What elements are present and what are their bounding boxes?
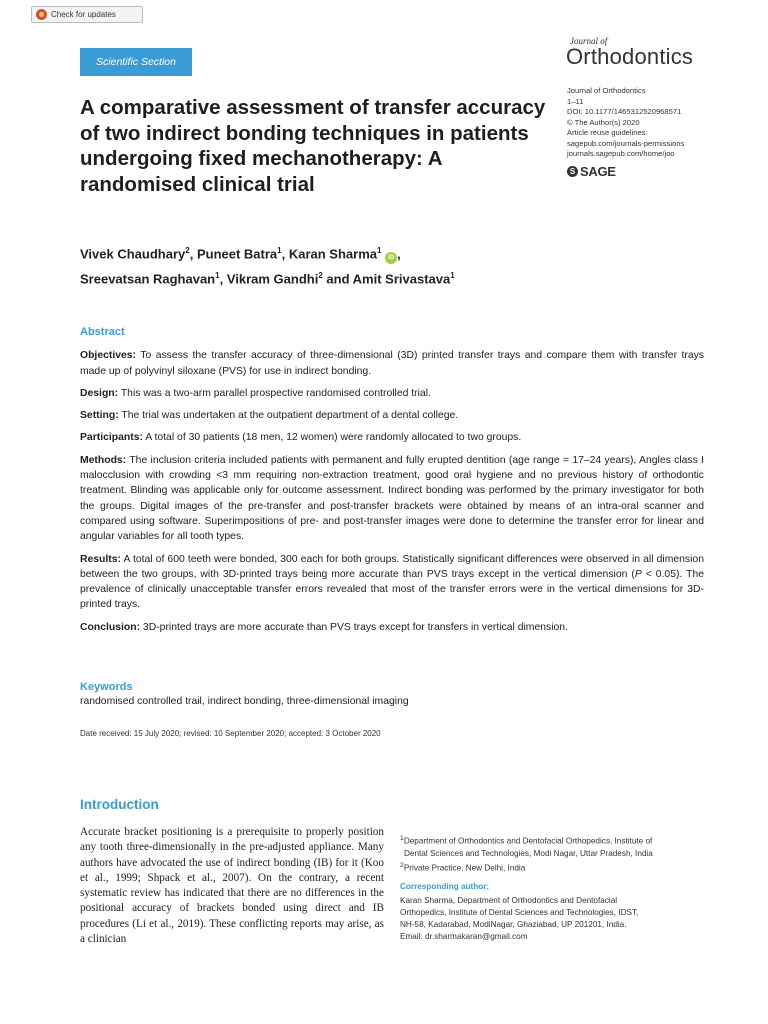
abstract [80, 325, 704, 642]
abstract-objectives [80, 348, 704, 379]
author-name[interactable]: Sreevatsan Raghavan [80, 271, 216, 287]
abstract-text: 3D-printed trays are more accurate than PVS trays except for transfers in vertical dimension. [142, 621, 568, 633]
meta-permissions-link[interactable]: sagepub.com/journals-permissions [567, 138, 685, 148]
article-title: A comparative assessment of transfer accuracy of two indirect bonding techniques in patients undergoing fixed mechanotherapy: A randomised clinical trial [80, 96, 546, 196]
abstract-conclusion [80, 620, 704, 635]
sage-label: SAGE [580, 164, 616, 179]
keywords-text: randomised controlled trail, indirect bonding, three-dimensional imaging [80, 696, 409, 707]
abstract-design [80, 386, 704, 401]
affiliation-text: Private Practice, New Delhi, India [403, 863, 526, 873]
abstract-text: A total of 600 teeth were bonded, 300 each for both groups. Statistically significant differences were observed in all dimension between the two groups, with 3D-printed trays being more accurate than PVS trays except in the vertical dimension ( [80, 553, 704, 580]
abstract-setting [80, 408, 704, 423]
affil-mark: 2 [400, 861, 404, 869]
check-for-updates-label: Check for updates [51, 10, 116, 19]
corresponding-author-body [400, 895, 720, 943]
affiliation-1-cont: Dental Sciences and Technologies, Modi Nagar, Uttar Pradesh, India [404, 848, 653, 858]
author-name[interactable]: Karan Sharma [288, 246, 377, 262]
abstract-text: The trial was undertaken at the outpatient department of a dental college. [121, 410, 459, 422]
abstract-heading: Abstract [80, 326, 125, 338]
introduction-body: Accurate bracket positioning is a prerequisite to properly position any tooth three-dimensionally in the pre-adjusted appliance. Many authors have advocated the use of indirect bonding (IB) for it (Koo et al., 1999; Shpack et al., 2007). On the contrary, a recent systematic review has indicated that there are no differences in the positional accuracy of brackets bonded using direct and IB procedures (Li et al., 2019). These conflicting reports may arise, as a clinician [80, 826, 384, 946]
author-affil-mark: 2 [185, 246, 190, 255]
abstract-label: Results: [80, 553, 121, 565]
author-and: and [326, 271, 350, 287]
author-name[interactable]: Puneet Batra [196, 246, 278, 262]
meta-copyright: © The Author(s) 2020 [567, 117, 640, 127]
sage-logo [567, 164, 616, 179]
author-affil-mark: 1 [277, 246, 282, 255]
corresponding-author-heading: Corresponding author: [400, 882, 490, 891]
corresponding-line: NH-58, Kadarabad, ModiNagar, Ghaziabad, UP 201201, India. [400, 920, 627, 929]
meta-home-link[interactable]: journals.sagepub.com/home/joo [567, 149, 675, 158]
corresponding-line: Orthopedics, Institute of Dental Sciences and Technologies, IDST, [400, 908, 639, 917]
check-for-updates-button[interactable] [31, 6, 143, 23]
keywords-heading: Keywords [80, 681, 133, 693]
abstract-label: Setting: [80, 410, 119, 422]
abstract-label: Conclusion: [80, 621, 141, 633]
journal-of-label: Journal of [570, 36, 608, 46]
abstract-label: Objectives: [80, 350, 137, 362]
meta-reuse: Article reuse guidelines: [567, 128, 648, 137]
abstract-label: Methods: [80, 454, 127, 466]
affiliation-1 [400, 833, 720, 848]
section-tag: Scientific Section [80, 48, 192, 76]
check-for-updates-icon [36, 9, 47, 20]
introduction-heading: Introduction [80, 797, 159, 812]
abstract-text: The inclusion criteria included patients with permanent and fully erupted dentition (age range = 17–24 years), Angles class I malocclusion with crowding <3 mm requiring non-extraction treatment, good oral hygiene and no previous history of orthodontic treatment. Blinding was applicable only for outcome assessment. Indirect bonding was performed by the primary investigator for both the groups. Digital images of the pre-transfer and post-transfer brackets were obtained by means of an intra-oral scanner and compared using software. Superimpositions of pre- and post-transfer images were done to determine the transfer error for linear and angular variables for all tooth types. [80, 454, 704, 543]
author-affil-mark: 1 [377, 246, 382, 255]
author-affil-mark: 2 [318, 271, 323, 281]
author-name[interactable]: Vivek Chaudhary [80, 246, 186, 262]
author-name[interactable]: Vikram Gandhi [226, 271, 319, 287]
abstract-participants [80, 430, 704, 445]
abstract-methods [80, 453, 704, 545]
abstract-text: < 0.05). The prevalence of clinically unacceptable transfer errors revealed that most of the transfer errors were in the vertical dimensions for 3D-printed trays. [80, 568, 705, 611]
article-meta [567, 86, 757, 160]
abstract-p-symbol: P [634, 568, 642, 580]
abstract-label: Design: [80, 387, 119, 399]
orcid-icon[interactable]: iD [385, 252, 397, 264]
affil-mark: 1 [400, 835, 404, 842]
abstract-label: Participants: [80, 432, 143, 444]
affiliation-text: Department of Orthodontics and Dentofacial Orthopedics, Institute of [403, 836, 653, 846]
journal-logo: Orthodontics [566, 44, 694, 69]
corresponding-line: Karan Sharma, Department of Orthodontics and Dentofacial [400, 896, 618, 905]
affiliations [400, 833, 720, 874]
author-affil-mark: 1 [450, 271, 455, 281]
author-name[interactable]: Amit Srivastava [352, 271, 451, 287]
meta-pages: 1–11 [567, 96, 584, 106]
abstract-text: A total of 30 patients (18 men, 12 women) were randomly allocated to two groups. [145, 432, 522, 444]
author-list: Vivek Chaudhary$^2$, Puneet Batra$^1$, Karan Sharma$^1$ iD , Sreevatsan Raghavan$^1$, Vikram Gandhi$^2$ and Amit Srivastava$^1$ [80, 246, 455, 287]
article-dates: Date received: 15 July 2020; revised: 10 September 2020; accepted: 3 October 2020 [80, 729, 381, 738]
corresponding-email[interactable]: Email: dr.sharmakaran@gmail.com [400, 932, 528, 941]
affiliation-2 [400, 860, 720, 875]
meta-journal: Journal of Orthodontics [567, 86, 646, 95]
sage-logo-icon: S [567, 166, 578, 177]
meta-doi[interactable]: DOI: 10.1177/1465312520968571 [567, 107, 682, 116]
abstract-results [80, 552, 704, 613]
abstract-text: To assess the transfer accuracy of three-dimensional (3D) printed transfer trays and compare them with transfer trays made up of polyvinyl siloxane (PVS) for use in indirect bonding. [80, 350, 704, 377]
abstract-text: This was a two-arm parallel prospective randomised controlled trial. [120, 387, 431, 399]
author-affil-mark: 1 [215, 271, 220, 281]
